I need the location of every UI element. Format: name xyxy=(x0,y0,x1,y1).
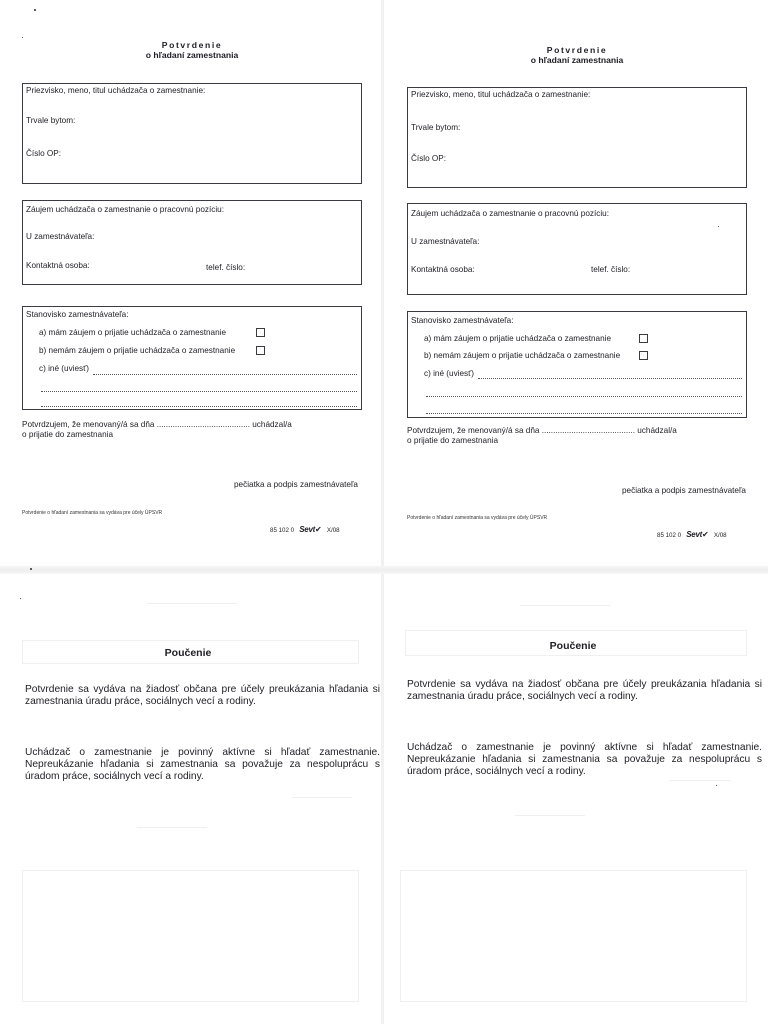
employer-label: U zamestnávateľa: xyxy=(411,237,480,246)
position-box xyxy=(22,200,362,285)
applicant-label: Priezvisko, meno, titul uchádzača o zamestnanie: xyxy=(26,86,206,95)
employer-label: U zamestnávateľa: xyxy=(26,232,95,241)
confirm-line2: o prijatie do zamestnania xyxy=(22,430,114,439)
issued-note: Potvrdenie o hľadaní zamestnania sa vydáva pre účely ÚPSVR xyxy=(407,515,548,521)
position-label: Záujem uchádzača o zamestnanie o pracovnú pozíciu: xyxy=(411,209,609,218)
form-code: 85 102 0 xyxy=(270,527,295,534)
show-through-line xyxy=(292,797,352,798)
instructions-title: Poučenie xyxy=(164,647,212,659)
instructions-title: Poučenie xyxy=(549,640,597,652)
form-version: X/08 xyxy=(326,527,340,534)
brand-logo: Sevt xyxy=(299,525,315,534)
option-b-checkbox[interactable] xyxy=(256,346,265,355)
show-through-box xyxy=(400,870,747,1002)
confirm-line1: Potvrdzujem, že menovaný/á sa dňa ......................................... uchádzal/a xyxy=(407,426,677,435)
residence-label: Trvale bytom: xyxy=(26,116,76,125)
position-label: Záujem uchádzača o zamestnanie o pracovnú pozíciu: xyxy=(26,205,224,214)
option-c-line[interactable] xyxy=(93,374,357,375)
form-title xyxy=(407,45,747,65)
title-line2: o hľadaní zamestnania xyxy=(145,50,239,60)
brand-mark-icon: ✔ xyxy=(701,530,709,539)
scan-speck xyxy=(34,9,36,11)
option-a-checkbox[interactable] xyxy=(256,328,265,337)
option-a-label: a) mám záujem o prijatie uchádzača o zamestnanie xyxy=(39,328,227,337)
opinion-label: Stanovisko zamestnávateľa: xyxy=(411,316,514,325)
option-b-checkbox[interactable] xyxy=(639,351,648,360)
form-code-line xyxy=(270,525,340,534)
instructions-paragraph-2: Uchádzač o zamestnanie je povinný aktívne si hľadať zamestnanie. Nepreukázanie hľadania si zamestnania sa považuje za nespoluprácu s úradom práce, sociálnych vecí a rodiny. xyxy=(407,742,762,778)
option-c-line[interactable] xyxy=(478,378,742,379)
show-through-line xyxy=(515,815,585,816)
instructions-paragraph-2: Uchádzač o zamestnanie je povinný aktívne si hľadať zamestnanie. Nepreukázanie hľadania si zamestnania sa považuje za nespoluprácu s úradom práce, sociálnych vecí a rodiny. xyxy=(25,747,380,783)
residence-label: Trvale bytom: xyxy=(411,123,461,132)
phone-label: telef. číslo: xyxy=(591,265,631,274)
title-line1: Potvrdenie xyxy=(161,40,223,50)
instructions-copy-right xyxy=(405,575,765,1015)
form-version: X/08 xyxy=(713,532,727,539)
option-c-label: c) iné (uviesť) xyxy=(39,364,89,373)
form-title xyxy=(22,40,362,60)
scan-speck xyxy=(30,568,32,570)
brand-logo: Sevt xyxy=(686,530,702,539)
brand-mark-icon: ✔ xyxy=(314,525,322,534)
applicant-box xyxy=(407,87,747,188)
contact-label: Kontaktná osoba: xyxy=(411,265,475,274)
stamp-label: pečiatka a podpis zamestnávateľa xyxy=(622,486,746,495)
option-a-checkbox[interactable] xyxy=(639,334,648,343)
confirm-line2: o prijatie do zamestnania xyxy=(407,436,499,445)
form-copy-right xyxy=(407,43,747,553)
instructions-paragraph-1: Potvrdenie sa vydáva na žiadosť občana pre účely preukázania hľadania si zamestnania úradu práce, sociálnych vecí a rodiny. xyxy=(25,684,380,708)
option-c-line-3[interactable] xyxy=(41,406,357,407)
option-c-line-2[interactable] xyxy=(41,391,357,392)
form-code: 85 102 0 xyxy=(657,532,682,539)
option-a-label: a) mám záujem o prijatie uchádzača o zamestnanie xyxy=(424,334,612,343)
instructions-paragraph-1: Potvrdenie sa vydáva na žiadosť občana pre účely preukázania hľadania si zamestnania úradu práce, sociálnych vecí a rodiny. xyxy=(407,679,762,703)
id-label: Číslo OP: xyxy=(411,154,447,163)
show-through-line xyxy=(147,603,237,604)
option-c-label: c) iné (uviesť) xyxy=(424,369,474,378)
opinion-label: Stanovisko zamestnávateľa: xyxy=(26,310,129,319)
show-through-box xyxy=(22,870,359,1002)
form-code-line xyxy=(657,530,727,539)
option-c-line-2[interactable] xyxy=(426,396,742,397)
scan-speck xyxy=(20,598,21,599)
show-through-line xyxy=(137,827,207,828)
phone-label: telef. číslo: xyxy=(206,263,246,272)
confirm-line1: Potvrdzujem, že menovaný/á sa dňa ......................................... uchádzal/a xyxy=(22,420,292,429)
opinion-box xyxy=(407,311,747,418)
contact-label: Kontaktná osoba: xyxy=(26,261,90,270)
issued-note: Potvrdenie o hľadaní zamestnania sa vydáva pre účely ÚPSVR xyxy=(22,510,163,516)
applicant-label: Priezvisko, meno, titul uchádzača o zamestnanie: xyxy=(411,90,591,99)
opinion-box xyxy=(22,306,362,410)
show-through-line xyxy=(670,780,730,781)
stamp-label: pečiatka a podpis zamestnávateľa xyxy=(234,480,358,489)
title-line2: o hľadaní zamestnania xyxy=(530,55,624,65)
id-label: Číslo OP: xyxy=(26,149,62,158)
position-box xyxy=(407,203,747,295)
option-b-label: b) nemám záujem o prijatie uchádzača o zamestnanie xyxy=(39,346,236,355)
title-line1: Potvrdenie xyxy=(546,45,608,55)
instructions-copy-left xyxy=(22,575,382,1015)
show-through-line xyxy=(520,605,610,606)
applicant-box xyxy=(22,83,362,184)
option-b-label: b) nemám záujem o prijatie uchádzača o zamestnanie xyxy=(424,351,621,360)
horizontal-fold xyxy=(0,566,768,574)
option-c-line-3[interactable] xyxy=(426,413,742,414)
form-copy-left xyxy=(22,38,362,548)
